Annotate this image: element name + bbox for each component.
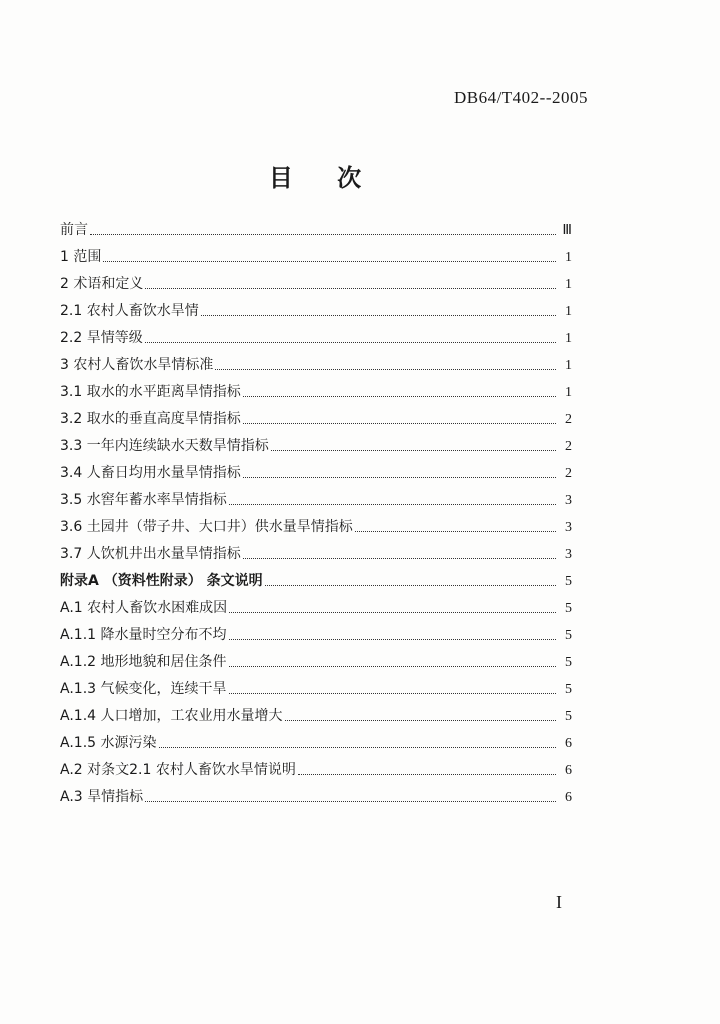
toc-entry-label: 2.1 农村人畜饮水旱情 (60, 303, 199, 319)
toc-entry-page: 3 (565, 547, 572, 562)
toc-entry-label: 3.5 水窖年蓄水率旱情指标 (60, 492, 227, 508)
dot-leader (103, 261, 556, 262)
toc-entry-label: 附录A （资料性附录） 条文说明 (60, 573, 263, 589)
toc-entry-page: 5 (565, 709, 572, 724)
dot-leader (243, 396, 556, 397)
dot-leader (243, 477, 556, 478)
dot-leader (298, 774, 556, 775)
toc-entry[interactable] (60, 374, 572, 401)
toc-entry-label: A.1.5 水源污染 (60, 735, 157, 751)
toc-entry-label: 2 术语和定义 (60, 276, 144, 292)
dot-leader (215, 369, 556, 370)
toc-entry-label: 3.7 人饮机井出水量旱情指标 (60, 546, 241, 562)
page-number: I (556, 892, 562, 912)
dot-leader (229, 693, 557, 694)
toc-entry-label: 前言 (60, 222, 88, 238)
dot-leader (271, 450, 556, 451)
toc-entry-label: A.3 旱情指标 (60, 789, 144, 805)
dot-leader (145, 288, 556, 289)
toc-entry[interactable] (60, 752, 572, 779)
dot-leader (355, 531, 556, 532)
dot-leader (201, 315, 556, 316)
toc-entry[interactable] (60, 779, 572, 806)
toc-entry-page: 6 (565, 763, 572, 778)
document-code: DB64/T402--2005 (453, 88, 588, 107)
dot-leader (229, 612, 556, 613)
toc-entry-page: 1 (565, 385, 572, 400)
dot-leader (145, 801, 556, 802)
toc-entry-label: 3.3 一年内连续缺水天数旱情指标 (60, 438, 269, 454)
toc-entry[interactable] (60, 293, 572, 320)
toc-entry-page: 6 (565, 790, 572, 805)
toc-entry-label: A.1.4 人口增加，工农业用水量增大 (60, 708, 283, 724)
toc-entry-page: 6 (565, 736, 572, 751)
toc-entry[interactable] (60, 455, 572, 482)
toc-entry-page: 2 (565, 412, 572, 427)
toc-entry-page: 1 (565, 358, 572, 373)
toc-entry[interactable] (60, 239, 572, 266)
dot-leader (229, 666, 557, 667)
toc-entry[interactable] (60, 644, 572, 671)
toc-entry-page: 1 (565, 250, 572, 265)
toc-entry-page: 1 (565, 277, 572, 292)
toc-entry[interactable] (60, 563, 572, 590)
toc-entry[interactable] (60, 347, 572, 374)
toc-entry[interactable] (60, 212, 572, 239)
toc-entry-page: 5 (565, 628, 572, 643)
toc-entry[interactable] (60, 509, 572, 536)
toc-entry[interactable] (60, 590, 572, 617)
dot-leader (285, 720, 557, 721)
toc-title: 目 次 (268, 164, 380, 192)
toc-entry-page: 3 (565, 520, 572, 535)
toc-entry-page: 5 (565, 601, 572, 616)
dot-leader (159, 747, 557, 748)
toc-entry-page: 5 (565, 655, 572, 670)
toc-entry-page: 5 (565, 574, 572, 589)
toc-entry[interactable] (60, 671, 572, 698)
toc-entry[interactable] (60, 617, 572, 644)
toc-entry-label: 3.6 土园井（带子井、大口井）供水量旱情指标 (60, 519, 353, 535)
toc-entry[interactable] (60, 428, 572, 455)
toc-entry-page: 1 (565, 331, 572, 346)
toc-entry-page: Ⅲ (562, 223, 572, 238)
dot-leader (145, 342, 556, 343)
toc-entry-label: A.1.2 地形地貌和居住条件 (60, 654, 227, 670)
toc-entry-label: 3 农村人畜饮水旱情标准 (60, 357, 214, 373)
dot-leader (243, 558, 556, 559)
toc-entry[interactable] (60, 536, 572, 563)
toc-entry-label: 3.4 人畜日均用水量旱情指标 (60, 465, 241, 481)
toc-entry-label: 2.2 旱情等级 (60, 330, 143, 346)
toc-entry-page: 3 (565, 493, 572, 508)
toc-entry-page: 1 (565, 304, 572, 319)
toc-entry[interactable] (60, 698, 572, 725)
dot-leader (243, 423, 556, 424)
toc-entry[interactable] (60, 725, 572, 752)
toc-entry[interactable] (60, 320, 572, 347)
toc-entry-page: 2 (565, 439, 572, 454)
dot-leader (265, 585, 556, 586)
toc-entry-label: A.2 对条文2.1 农村人畜饮水旱情说明 (60, 762, 296, 778)
dot-leader (229, 504, 556, 505)
toc-entry[interactable] (60, 482, 572, 509)
toc-entry[interactable] (60, 401, 572, 428)
toc-entry-label: A.1 农村人畜饮水困难成因 (60, 600, 228, 616)
toc-entry-page: 5 (565, 682, 572, 697)
toc-entry-label: A.1.3 气候变化，连续干旱 (60, 681, 227, 697)
dot-leader (229, 639, 557, 640)
toc-entry-page: 2 (565, 466, 572, 481)
toc-entry-label: 3.2 取水的垂直高度旱情指标 (60, 411, 241, 427)
table-of-contents (60, 212, 572, 806)
toc-entry-label: 1 范围 (60, 249, 102, 265)
dot-leader (90, 234, 556, 235)
toc-entry-label: A.1.1 降水量时空分布不均 (60, 627, 227, 643)
toc-entry[interactable] (60, 266, 572, 293)
toc-entry-label: 3.1 取水的水平距离旱情指标 (60, 384, 241, 400)
